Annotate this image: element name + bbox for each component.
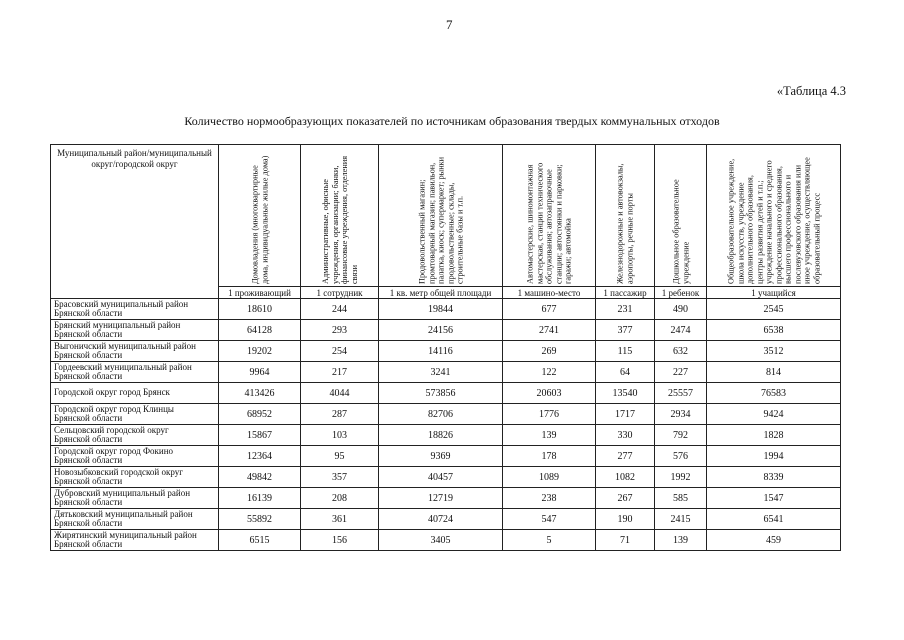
column-header-label: Общеобразовательное учреждение, школа искусств, учреждение дополнительного образования, центры развития детей и т.п.; учреждение начального и среднего профессионального образования, высшего профессионального и послевузовского образования или иное учреждение, осуществляющее образовательный процесс xyxy=(726,156,821,284)
value-cell: 254 xyxy=(301,341,379,362)
value-cell: 64 xyxy=(596,362,655,383)
value-cell: 377 xyxy=(596,320,655,341)
column-header-label: Продовольственный магазин; промтоварный магазин; павильон, палатка, киоск; супермаркет; рынки продовольственные; склады, строительные базы и т.п. xyxy=(416,156,464,284)
value-cell: 632 xyxy=(655,341,707,362)
municipality-name-cell xyxy=(51,362,219,383)
value-cell: 547 xyxy=(503,509,596,530)
municipality-name-line: Брянской области xyxy=(54,350,123,360)
value-cell: 3405 xyxy=(379,530,503,551)
value-cell: 24156 xyxy=(379,320,503,341)
value-cell: 2545 xyxy=(707,299,841,320)
value-cell: 5 xyxy=(503,530,596,551)
value-cell: 103 xyxy=(301,425,379,446)
table-row xyxy=(51,446,841,467)
value-cell: 413426 xyxy=(219,383,301,404)
table-row xyxy=(51,530,841,551)
municipality-name-line: Выгоничский муниципальный район xyxy=(54,340,196,351)
value-cell: 208 xyxy=(301,488,379,509)
value-cell: 190 xyxy=(596,509,655,530)
municipality-name-line: Дубровский муниципальный район xyxy=(54,487,191,498)
municipality-name-line: Брянской области xyxy=(54,476,123,486)
unit-cell: 1 сотрудник xyxy=(301,287,379,299)
unit-cell: 1 учащийся xyxy=(707,287,841,299)
header-row xyxy=(51,145,841,287)
value-cell: 2474 xyxy=(655,320,707,341)
value-cell: 82706 xyxy=(379,404,503,425)
municipality-name-line: Городской округ город Клинцы xyxy=(54,403,174,414)
municipality-name-line: Сельцовский городской округ xyxy=(54,424,169,435)
value-cell: 6541 xyxy=(707,509,841,530)
column-header-label: Домовладения (многоквартирные дома, индивидуальные жилые дома) xyxy=(250,155,269,284)
value-cell: 1547 xyxy=(707,488,841,509)
municipality-name-line: Городской округ город Фокино xyxy=(54,445,174,456)
value-cell: 25557 xyxy=(655,383,707,404)
value-cell: 1828 xyxy=(707,425,841,446)
municipality-name-line: Брянской области xyxy=(54,371,123,381)
column-header-shops xyxy=(379,145,503,287)
value-cell: 18610 xyxy=(219,299,301,320)
table-row xyxy=(51,341,841,362)
column-header-label: Автомастерские, шиномонтажная мастерская, станции технического обслуживания; автозаправочные станции; автостоянки и парковки; гаражи; автомойка xyxy=(525,162,573,284)
column-header-education xyxy=(707,145,841,287)
column-header-stations xyxy=(596,145,655,287)
column-header-households xyxy=(219,145,301,287)
value-cell: 49842 xyxy=(219,467,301,488)
table-row xyxy=(51,383,841,404)
unit-cell: 1 машино-место xyxy=(503,287,596,299)
municipality-name-cell xyxy=(51,425,219,446)
value-cell: 2415 xyxy=(655,509,707,530)
value-cell: 293 xyxy=(301,320,379,341)
value-cell: 13540 xyxy=(596,383,655,404)
municipality-name-cell xyxy=(51,509,219,530)
value-cell: 19844 xyxy=(379,299,503,320)
value-cell: 16139 xyxy=(219,488,301,509)
table-row xyxy=(51,320,841,341)
column-header-offices xyxy=(301,145,379,287)
table-reference: «Таблица 4.3 xyxy=(776,84,846,98)
municipality-name-line: Брянской области xyxy=(54,329,123,339)
value-cell: 490 xyxy=(655,299,707,320)
value-cell: 6538 xyxy=(707,320,841,341)
value-cell: 357 xyxy=(301,467,379,488)
municipality-name-cell xyxy=(51,530,219,551)
municipality-name-cell xyxy=(51,467,219,488)
value-cell: 585 xyxy=(655,488,707,509)
value-cell: 576 xyxy=(655,446,707,467)
value-cell: 12719 xyxy=(379,488,503,509)
value-cell: 139 xyxy=(655,530,707,551)
municipality-name-cell xyxy=(51,383,219,404)
value-cell: 178 xyxy=(503,446,596,467)
table-row xyxy=(51,509,841,530)
municipality-name-line: Брянской области xyxy=(54,518,123,528)
column-header-label: Дошкольное образовательное учреждение xyxy=(671,178,690,284)
municipality-name-cell xyxy=(51,488,219,509)
value-cell: 814 xyxy=(707,362,841,383)
column-header-auto-services xyxy=(503,145,596,287)
value-cell: 20603 xyxy=(503,383,596,404)
municipality-name-cell xyxy=(51,341,219,362)
value-cell: 95 xyxy=(301,446,379,467)
unit-cell: 1 пассажир xyxy=(596,287,655,299)
value-cell: 792 xyxy=(655,425,707,446)
municipality-name-line: Брянской области xyxy=(54,434,123,444)
value-cell: 115 xyxy=(596,341,655,362)
municipality-name-cell xyxy=(51,299,219,320)
page-number: 7 xyxy=(446,17,453,32)
municipality-name-line: Брянской области xyxy=(54,497,123,507)
column-header-preschool xyxy=(655,145,707,287)
value-cell: 68952 xyxy=(219,404,301,425)
value-cell: 1717 xyxy=(596,404,655,425)
value-cell: 2934 xyxy=(655,404,707,425)
value-cell: 18826 xyxy=(379,425,503,446)
value-cell: 139 xyxy=(503,425,596,446)
value-cell: 287 xyxy=(301,404,379,425)
value-cell: 9369 xyxy=(379,446,503,467)
value-cell: 217 xyxy=(301,362,379,383)
value-cell: 2741 xyxy=(503,320,596,341)
table-row xyxy=(51,425,841,446)
municipality-name-cell xyxy=(51,446,219,467)
table-title: Количество нормообразующих показателей по источникам образования твердых коммунальных отходов xyxy=(184,114,720,128)
municipality-name-line: Жирятинский муниципальный район xyxy=(54,529,197,540)
municipality-name-line: Гордеевский муниципальный район xyxy=(54,361,192,372)
municipality-name-line: Брянской области xyxy=(54,455,123,465)
value-cell: 238 xyxy=(503,488,596,509)
value-cell: 361 xyxy=(301,509,379,530)
value-cell: 244 xyxy=(301,299,379,320)
value-cell: 6515 xyxy=(219,530,301,551)
value-cell: 156 xyxy=(301,530,379,551)
municipality-name-line: Брянский муниципальный район xyxy=(54,319,181,330)
value-cell: 9964 xyxy=(219,362,301,383)
municipality-name-line: Дятьковский муниципальный район xyxy=(54,508,193,519)
value-cell: 267 xyxy=(596,488,655,509)
municipality-name-line: Брянской области xyxy=(54,308,123,318)
value-cell: 1992 xyxy=(655,467,707,488)
municipality-column-header: Муниципальный район/муниципальный округ/городской округ xyxy=(51,145,219,299)
value-cell: 4044 xyxy=(301,383,379,404)
table-row xyxy=(51,488,841,509)
value-cell: 122 xyxy=(503,362,596,383)
value-cell: 8339 xyxy=(707,467,841,488)
value-cell: 231 xyxy=(596,299,655,320)
unit-cell: 1 кв. метр общей площади xyxy=(379,287,503,299)
value-cell: 1776 xyxy=(503,404,596,425)
column-header-label: Административные, офисные учреждения, организации; банки, финансовые учреждения, отделения связи xyxy=(320,155,358,284)
value-cell: 64128 xyxy=(219,320,301,341)
municipality-name-line: Брянской области xyxy=(54,413,123,423)
value-cell: 9424 xyxy=(707,404,841,425)
value-cell: 15867 xyxy=(219,425,301,446)
municipality-name-line: Городской округ город Брянск xyxy=(54,387,170,398)
value-cell: 40457 xyxy=(379,467,503,488)
value-cell: 55892 xyxy=(219,509,301,530)
value-cell: 76583 xyxy=(707,383,841,404)
unit-cell: 1 проживающий xyxy=(219,287,301,299)
value-cell: 14116 xyxy=(379,341,503,362)
table-row xyxy=(51,467,841,488)
table-row xyxy=(51,362,841,383)
value-cell: 19202 xyxy=(219,341,301,362)
value-cell: 677 xyxy=(503,299,596,320)
value-cell: 330 xyxy=(596,425,655,446)
municipality-name-cell xyxy=(51,404,219,425)
table-body xyxy=(51,299,841,551)
municipality-name-line: Брянской области xyxy=(54,539,123,549)
value-cell: 3512 xyxy=(707,341,841,362)
waste-sources-table-container xyxy=(50,144,841,551)
value-cell: 1089 xyxy=(503,467,596,488)
waste-sources-table xyxy=(50,144,841,551)
value-cell: 1994 xyxy=(707,446,841,467)
value-cell: 71 xyxy=(596,530,655,551)
value-cell: 227 xyxy=(655,362,707,383)
value-cell: 277 xyxy=(596,446,655,467)
column-header-label: Железнодорожные и автовокзалы, аэропорты, речные порты xyxy=(615,162,634,284)
municipality-name-line: Брасовский муниципальный район xyxy=(54,298,189,309)
municipality-name-line: Новозыбковский городской округ xyxy=(54,466,183,477)
value-cell: 459 xyxy=(707,530,841,551)
value-cell: 12364 xyxy=(219,446,301,467)
value-cell: 40724 xyxy=(379,509,503,530)
municipality-name-cell xyxy=(51,320,219,341)
value-cell: 269 xyxy=(503,341,596,362)
unit-cell: 1 ребенок xyxy=(655,287,707,299)
table-row xyxy=(51,299,841,320)
table-row xyxy=(51,404,841,425)
value-cell: 573856 xyxy=(379,383,503,404)
value-cell: 1082 xyxy=(596,467,655,488)
value-cell: 3241 xyxy=(379,362,503,383)
